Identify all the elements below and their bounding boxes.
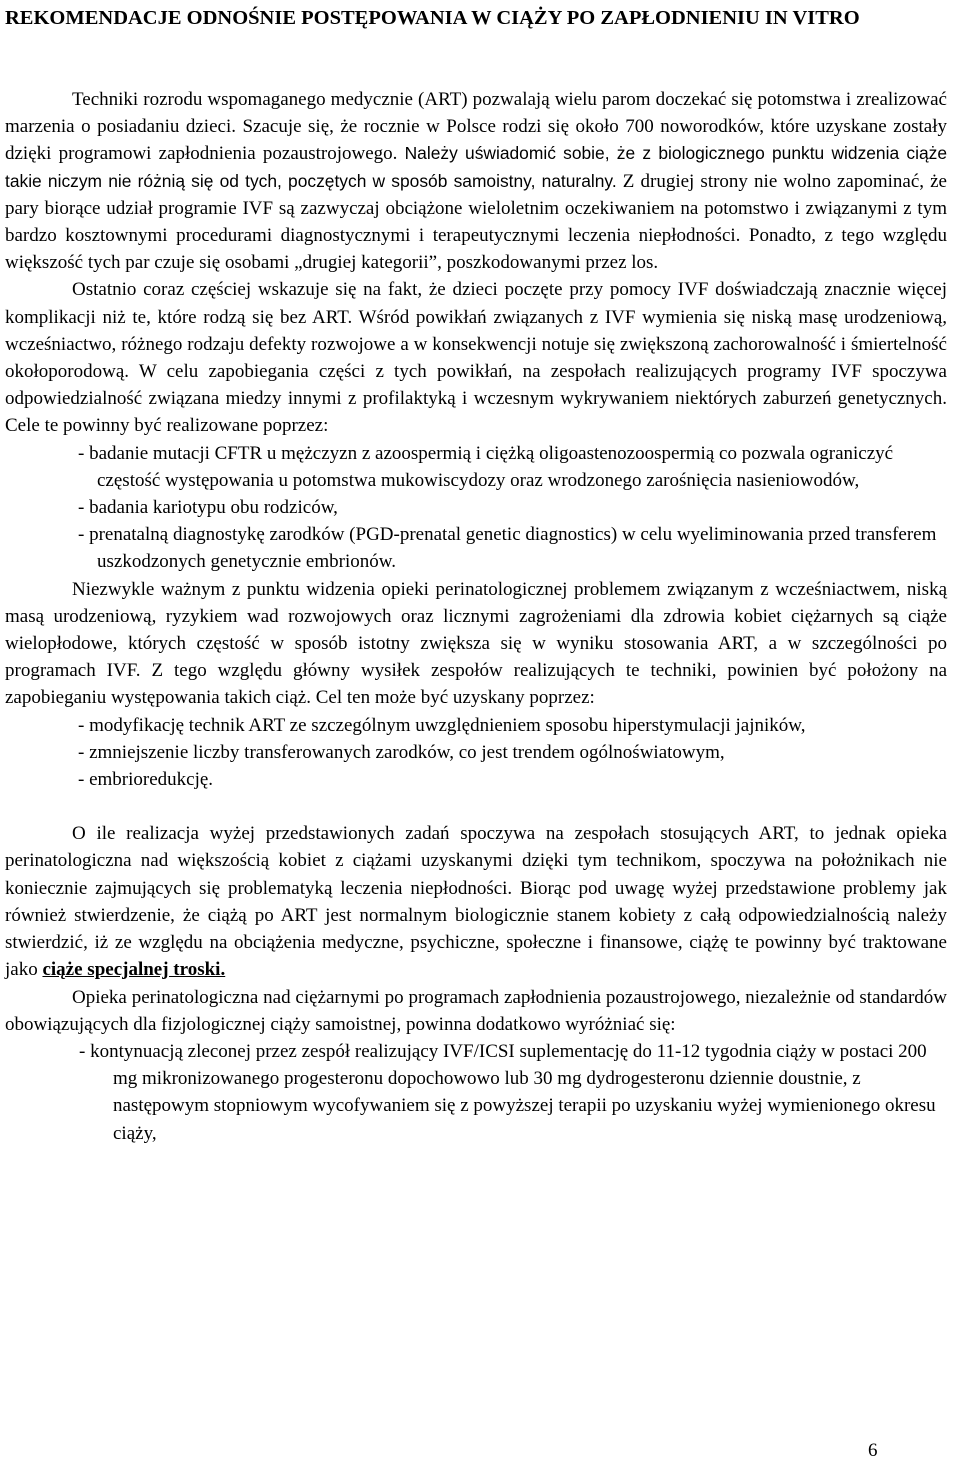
list-item: - embrioredukcję. xyxy=(78,769,214,791)
list-item: - zmniejszenie liczby transferowanych zarodków, co jest trendem ogólnoświatowym, xyxy=(78,741,725,763)
document-title: REKOMENDACJE ODNOŚNIE POSTĘPOWANIA W CIĄŻY PO ZAPŁODNIENIU IN VITRO xyxy=(5,7,860,29)
paragraph-5: Opieka perinatologiczna nad ciężarnymi po programach zapłodnienia pozaustrojowego, niezależnie od standardów obowiązujących dla fizjologicznej ciąży samoistnej, powinna dodatkowo wyróżniać się: xyxy=(5,986,947,1035)
list-item: - badanie mutacji CFTR u mężczyzn z azoospermią i ciężką oligoastenozoospermią co pozwala ograniczyć częstość występowania u potomstwa mukowiscydozy oraz wrodzonego zarośnięcia nasieniowodów, xyxy=(78,442,894,491)
list-item: - modyfikację technik ART ze szczególnym uwzględnieniem sposobu hiperstymulacji jajników, xyxy=(78,714,806,736)
paragraph-4 xyxy=(5,820,947,983)
emphasis-special-care: ciąże specjalnej troski. xyxy=(42,959,226,981)
page-number: 6 xyxy=(868,1440,878,1461)
paragraph-1-part-b: Należy uświadomić sobie, że z biologicznego punktu widzenia ciąże takie niczym nie różnią się od tych, poczętych w sposób samoistny, naturalny. xyxy=(5,143,947,191)
paragraph-gap xyxy=(5,793,947,820)
list-item: - prenatalną diagnostykę zarodków (PGD-prenatal genetic diagnostics) w celu wyeliminowania przed transferem uszkodzonych genetycznie embrionów. xyxy=(78,524,937,573)
paragraph-1-part-c: Z drugiej strony nie wolno zapominać, że pary biorące udział programie IVF są zazwyczaj obciążone wieloletnim oczekiwaniem na potomstwo i związanymi z tym bardzo kosztownymi procedurami diagnostycznymi i terapeutycznymi leczenia niepłodności. Ponadto, z tego względu większość tych par czuje się osobami „drugiej kategorii”, poszkodowanymi przez los. xyxy=(5,170,947,274)
paragraph-1 xyxy=(5,86,947,276)
paragraph-2: Ostatnio coraz częściej wskazuje się na fakt, że dzieci poczęte przy pomocy IVF doświadczają znacznie więcej komplikacji niż te, które rodzą się bez ART. Wśród powikłań związanych z IVF wymienia się niską masę urodzeniową, wcześniactwo, różnego rodzaju defekty rozwojowe a w konsekwencji notuje się zwiększoną zachorowalność i śmiertelność okołoporodową. W celu zapobiegania części z tych powikłań, na zespołach realizujących programy IVF spoczywa odpowiedzialność związana miedzy innymi z profilaktyką i wczesnym wykrywaniem niektórych zaburzeń genetycznych. Cele te powinny być realizowane poprzez: xyxy=(5,279,947,437)
list-item: - kontynuacją zleconej przez zespół realizujący IVF/ICSI suplementację do 11-12 tygodnia ciąży w postaci 200 mg mikronizowanego progesteronu dopochowowo lub 30 mg dydrogesteronu dziennie doustnie, z następowym stopniowym wycofywaniem się z powyższej terapii po uzyskaniu wyżej wymienionego okresu ciąży, xyxy=(79,1040,936,1144)
list-item: - badania kariotypu obu rodziców, xyxy=(78,497,338,519)
paragraph-1-part-a: Techniki rozrodu wspomaganego medycznie (ART) pozwalają wielu parom doczekać się potomstwa i zrealizować marzenia o posiadaniu dzieci. Szacuje się, że rocznie w Polsce rodzi się około 700 noworodków, które uzyskane zostały dzięki programowi zapłodnienia pozaustrojowego. xyxy=(5,89,947,165)
document-body xyxy=(5,86,947,1147)
paragraph-3: Niezwykle ważnym z punktu widzenia opieki perinatologicznej problemem związanym z wcześniactwem, niską masą urodzeniową, ryzykiem wad rozwojowych oraz licznymi zagrożeniami dla zdrowia kobiet ciężarnych są ciąże wielopłodowe, których częstość w sposób istotny zwiększa się w wyniku stosowania ART, a w szczególności po programach IVF. Z tego względu główny wysiłek zespołów realizujących te techniki, powinien być położony na zapobieganiu występowania takich ciąż. Cel ten może być uzyskany poprzez: xyxy=(5,578,947,709)
paragraph-4-text: O ile realizacja wyżej przedstawionych zadań spoczywa na zespołach stosujących ART, to jednak opieka perinatologiczna nad większością kobiet z ciążami uzyskanymi dzięki tym technikom, spoczywa na położnikach nie koniecznie zajmujących się problematyką leczenia niepłodności. Biorąc pod uwagę wyżej przedstawione problemy jak również stwierdzenie, że ciążą po ART jest normalnym biologicznie stanem kobiety z całą odpowiedzialnością należy stwierdzić, iż ze względu na obciążenia medyczne, psychiczne, społeczne i finansowe, ciążę te powinny być traktowane jako xyxy=(5,823,947,981)
